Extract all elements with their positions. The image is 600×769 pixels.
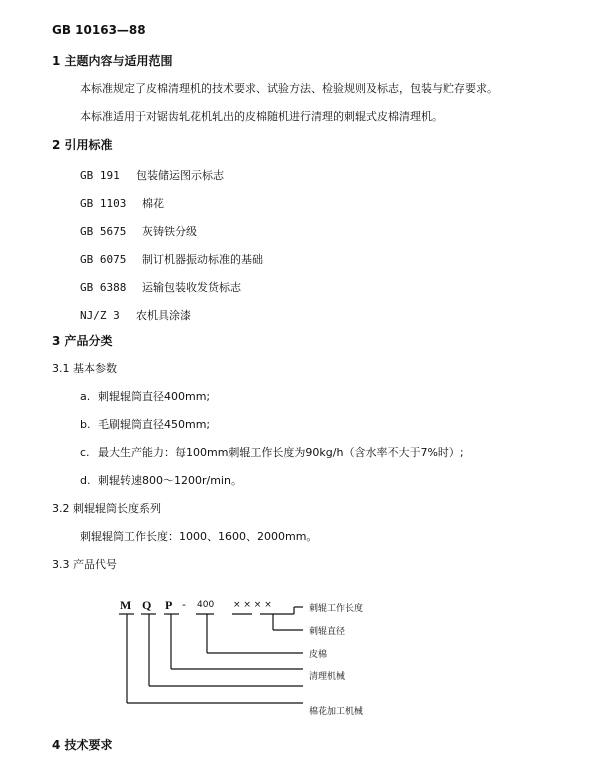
section-4-title: 4 技术要求: [52, 738, 113, 752]
reference-code: GB 6388: [80, 281, 127, 294]
parameter-label: a.: [80, 390, 91, 403]
reference-code: GB 1103: [80, 197, 127, 210]
document-code-header: GB 10163—88: [52, 23, 146, 37]
section-2-title: 2 引用标准: [52, 138, 113, 152]
parameter-label: d.: [80, 474, 91, 487]
code-label-cotton-processing: 棉花加工机械: [309, 707, 364, 717]
section-3-2-text: 刺辊辊筒工作长度：1000、1600、2000mm。: [80, 530, 318, 543]
code-label-roller-length: 刺辊工作长度: [309, 604, 364, 614]
parameter-text: 最大生产能力：每100mm刺辊工作长度为90kg/h（含水率不大于7%时）;: [98, 446, 464, 459]
section-3-1-title: 3.1 基本参数: [52, 362, 117, 375]
parameter-text: 刺辊辊筒直径400mm;: [98, 390, 211, 403]
code-letter-q: Q: [142, 598, 152, 612]
section-1-title: 1 主题内容与适用范围: [52, 54, 173, 68]
code-label-cleaning-machinery: 清理机械: [309, 672, 346, 682]
code-letter-m: M: [120, 598, 132, 612]
code-placeholder-marks: × × × ×: [233, 600, 272, 610]
reference-name: 包装储运图示标志: [136, 169, 224, 182]
reference-code: GB 5675: [80, 225, 127, 238]
code-label-roller-diameter: 刺辊直径: [309, 627, 346, 637]
reference-code: GB 6075: [80, 253, 127, 266]
parameter-label: c.: [80, 446, 90, 459]
reference-code: NJ/Z 3: [80, 309, 120, 322]
parameter-label: b.: [80, 418, 91, 431]
section-3-2-title: 3.2 刺辊辊筒长度系列: [52, 502, 161, 515]
parameter-text: 刺辊转速800～1200r/min。: [98, 474, 242, 487]
section-1-paragraph-2: 本标准适用于对锯齿轧花机轧出的皮棉随机进行清理的刺辊式皮棉清理机。: [80, 110, 443, 123]
reference-name: 运输包装收发货标志: [142, 281, 241, 294]
code-number: 400: [197, 600, 215, 610]
parameter-text: 毛刷辊筒直径450mm;: [98, 418, 211, 431]
reference-code: GB 191: [80, 169, 120, 182]
code-label-lint: 皮棉: [309, 650, 328, 660]
section-3-title: 3 产品分类: [52, 334, 113, 348]
section-3-3-title: 3.3 产品代号: [52, 558, 117, 571]
reference-name: 灰铸铁分级: [142, 225, 197, 238]
reference-name: 农机具涂漆: [136, 309, 191, 322]
code-letter-p: P: [165, 598, 173, 612]
code-dash: -: [182, 598, 186, 611]
reference-name: 棉花: [142, 197, 164, 210]
section-1-paragraph-1: 本标准规定了皮棉清理机的技术要求、试验方法、检验规则及标志，包装与贮存要求。: [80, 82, 498, 95]
reference-name: 制订机器振动标准的基础: [142, 253, 263, 266]
